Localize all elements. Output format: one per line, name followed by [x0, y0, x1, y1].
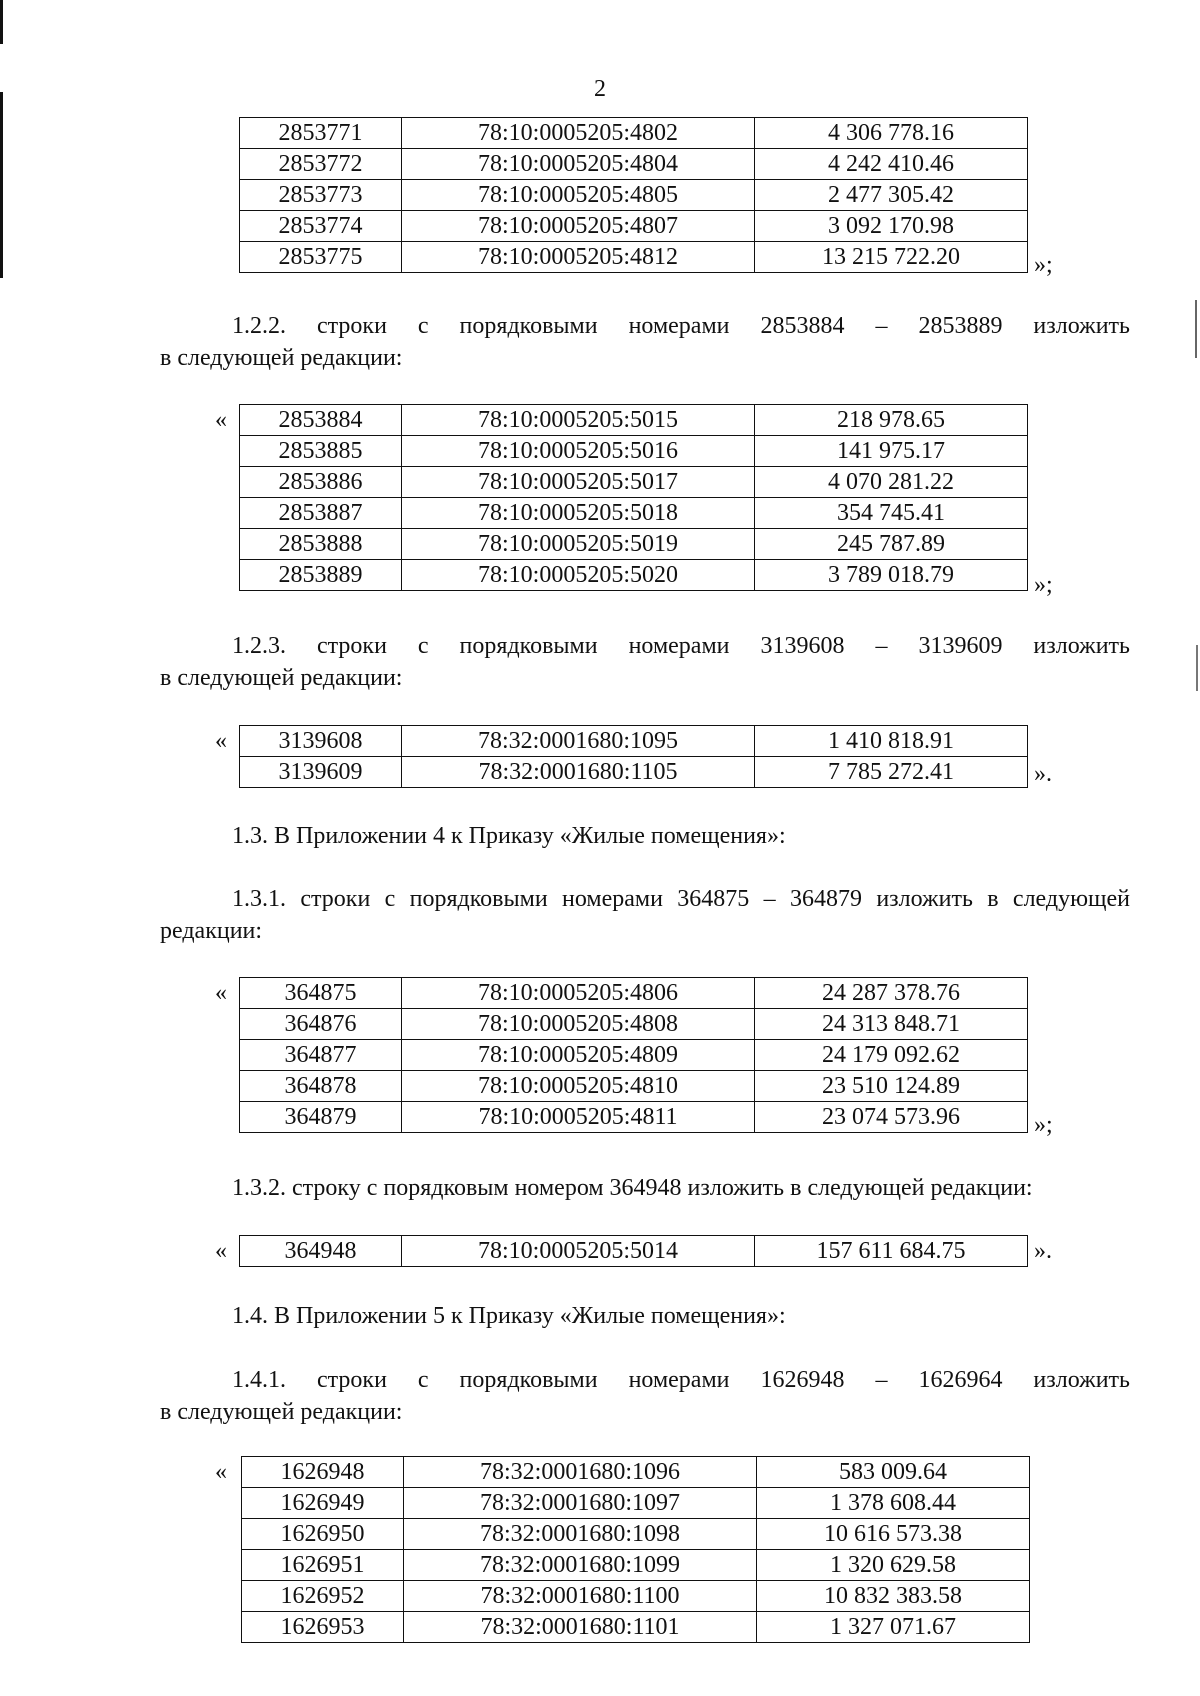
paragraph-line: 1.3.1. строки с порядковыми номерами 364875 – 364879 изложить в следующей — [232, 886, 1130, 912]
row-number-cell: 364876 — [240, 1009, 402, 1040]
table-row — [240, 118, 1028, 149]
row-number-cell: 2853888 — [240, 529, 402, 560]
value-cell: 10 616 573.38 — [757, 1519, 1030, 1550]
row-number-cell: 3139609 — [240, 757, 402, 788]
table-row — [242, 1488, 1030, 1519]
value-cell: 23 510 124.89 — [755, 1071, 1028, 1102]
section-heading-1-3: 1.3. В Приложении 4 к Приказу «Жилые помещения»: — [232, 823, 786, 849]
table-row — [242, 1457, 1030, 1488]
cadastral-number-cell: 78:10:0005205:5020 — [402, 560, 755, 591]
cadastral-number-cell: 78:10:0005205:5018 — [402, 498, 755, 529]
paragraph-line: 1.2.2. строки с порядковыми номерами 2853884 – 2853889 изложить — [232, 313, 1130, 339]
cadastral-number-cell: 78:32:0001680:1099 — [404, 1550, 757, 1581]
row-number-cell: 2853886 — [240, 467, 402, 498]
value-cell: 354 745.41 — [755, 498, 1028, 529]
row-number-cell: 1626951 — [242, 1550, 404, 1581]
cadastral-number-cell: 78:32:0001680:1100 — [404, 1581, 757, 1612]
section-heading-1-4: 1.4. В Приложении 5 к Приказу «Жилые помещения»: — [232, 1303, 786, 1329]
close-quote-3: ». — [1034, 761, 1052, 787]
open-quote-2: « — [215, 407, 227, 433]
table-row — [240, 405, 1028, 436]
cadastral-number-cell: 78:10:0005205:5016 — [402, 436, 755, 467]
scan-edge-mark — [1196, 645, 1198, 691]
value-cell: 24 313 848.71 — [755, 1009, 1028, 1040]
table-row — [240, 1040, 1028, 1071]
row-number-cell: 2853885 — [240, 436, 402, 467]
table-row — [240, 978, 1028, 1009]
paragraph-line: 1.2.3. строки с порядковыми номерами 3139608 – 3139609 изложить — [232, 633, 1130, 659]
page-number: 2 — [594, 76, 606, 102]
cadastral-number-cell: 78:10:0005205:4808 — [402, 1009, 755, 1040]
paragraph-1-3-2: 1.3.2. строку с порядковым номером 364948 изложить в следующей редакции: — [232, 1175, 1033, 1201]
open-quote-6: « — [215, 1459, 227, 1485]
table-row — [240, 180, 1028, 211]
value-cell: 4 070 281.22 — [755, 467, 1028, 498]
table-row — [240, 149, 1028, 180]
table-row — [242, 1581, 1030, 1612]
paragraph-line: в следующей редакции: — [160, 1399, 403, 1425]
open-quote-5: « — [215, 1238, 227, 1264]
scan-edge-mark — [0, 0, 3, 44]
cadastral-number-cell: 78:32:0001680:1097 — [404, 1488, 757, 1519]
paragraph-1-2-2 — [160, 310, 1130, 374]
row-number-cell: 364878 — [240, 1071, 402, 1102]
cadastral-number-cell: 78:10:0005205:4806 — [402, 978, 755, 1009]
paragraph-line: в следующей редакции: — [160, 665, 403, 691]
cadastral-number-cell: 78:10:0005205:5015 — [402, 405, 755, 436]
table-row — [240, 726, 1028, 757]
row-number-cell: 1626952 — [242, 1581, 404, 1612]
value-cell: 1 410 818.91 — [755, 726, 1028, 757]
row-number-cell: 364948 — [240, 1236, 402, 1267]
table-row — [240, 211, 1028, 242]
close-quote-1: »; — [1034, 252, 1053, 278]
row-number-cell: 1626948 — [242, 1457, 404, 1488]
cadastral-number-cell: 78:32:0001680:1095 — [402, 726, 755, 757]
close-quote-4: »; — [1034, 1112, 1053, 1138]
table-row — [240, 560, 1028, 591]
value-cell: 3 092 170.98 — [755, 211, 1028, 242]
cadastral-number-cell: 78:10:0005205:5017 — [402, 467, 755, 498]
open-quote-4: « — [215, 980, 227, 1006]
row-number-cell: 2853889 — [240, 560, 402, 591]
row-number-cell: 364877 — [240, 1040, 402, 1071]
table-1 — [239, 117, 1028, 273]
close-quote-5: ». — [1034, 1238, 1052, 1264]
cadastral-number-cell: 78:10:0005205:4812 — [402, 242, 755, 273]
row-number-cell: 2853772 — [240, 149, 402, 180]
value-cell: 157 611 684.75 — [755, 1236, 1028, 1267]
table-row — [240, 1071, 1028, 1102]
row-number-cell: 364879 — [240, 1102, 402, 1133]
cadastral-number-cell: 78:10:0005205:4804 — [402, 149, 755, 180]
open-quote-3: « — [215, 728, 227, 754]
table-6 — [241, 1456, 1030, 1643]
table-row — [242, 1519, 1030, 1550]
row-number-cell: 2853773 — [240, 180, 402, 211]
value-cell: 24 287 378.76 — [755, 978, 1028, 1009]
table-4 — [239, 977, 1028, 1133]
value-cell: 10 832 383.58 — [757, 1581, 1030, 1612]
cadastral-number-cell: 78:10:0005205:4805 — [402, 180, 755, 211]
paragraph-1-2-3 — [160, 630, 1130, 694]
table-row — [240, 529, 1028, 560]
value-cell: 218 978.65 — [755, 405, 1028, 436]
row-number-cell: 364875 — [240, 978, 402, 1009]
paragraph-1-4-1 — [160, 1364, 1130, 1428]
row-number-cell: 2853887 — [240, 498, 402, 529]
table-row — [240, 1102, 1028, 1133]
table-row — [240, 436, 1028, 467]
cadastral-number-cell: 78:10:0005205:4807 — [402, 211, 755, 242]
cadastral-number-cell: 78:32:0001680:1096 — [404, 1457, 757, 1488]
table-row — [242, 1550, 1030, 1581]
cadastral-number-cell: 78:32:0001680:1101 — [404, 1612, 757, 1643]
paragraph-1-3-1 — [160, 883, 1130, 947]
cadastral-number-cell: 78:10:0005205:5019 — [402, 529, 755, 560]
value-cell: 13 215 722.20 — [755, 242, 1028, 273]
table-row — [240, 242, 1028, 273]
value-cell: 3 789 018.79 — [755, 560, 1028, 591]
table-row — [240, 1236, 1028, 1267]
value-cell: 245 787.89 — [755, 529, 1028, 560]
cadastral-number-cell: 78:10:0005205:4810 — [402, 1071, 755, 1102]
row-number-cell: 1626950 — [242, 1519, 404, 1550]
table-row — [242, 1612, 1030, 1643]
table-3 — [239, 725, 1028, 788]
row-number-cell: 2853774 — [240, 211, 402, 242]
row-number-cell: 3139608 — [240, 726, 402, 757]
paragraph-line: 1.4.1. строки с порядковыми номерами 1626948 – 1626964 изложить — [232, 1367, 1130, 1393]
value-cell: 4 306 778.16 — [755, 118, 1028, 149]
row-number-cell: 2853884 — [240, 405, 402, 436]
paragraph-line: редакции: — [160, 918, 263, 944]
cadastral-number-cell: 78:32:0001680:1098 — [404, 1519, 757, 1550]
cadastral-number-cell: 78:10:0005205:5014 — [402, 1236, 755, 1267]
row-number-cell: 1626949 — [242, 1488, 404, 1519]
table-2 — [239, 404, 1028, 591]
table-row — [240, 467, 1028, 498]
row-number-cell: 1626953 — [242, 1612, 404, 1643]
row-number-cell: 2853775 — [240, 242, 402, 273]
cadastral-number-cell: 78:32:0001680:1105 — [402, 757, 755, 788]
value-cell: 24 179 092.62 — [755, 1040, 1028, 1071]
cadastral-number-cell: 78:10:0005205:4802 — [402, 118, 755, 149]
value-cell: 1 327 071.67 — [757, 1612, 1030, 1643]
row-number-cell: 2853771 — [240, 118, 402, 149]
table-row — [240, 757, 1028, 788]
value-cell: 2 477 305.42 — [755, 180, 1028, 211]
table-5 — [239, 1235, 1028, 1267]
value-cell: 7 785 272.41 — [755, 757, 1028, 788]
value-cell: 4 242 410.46 — [755, 149, 1028, 180]
value-cell: 141 975.17 — [755, 436, 1028, 467]
value-cell: 583 009.64 — [757, 1457, 1030, 1488]
close-quote-2: »; — [1034, 572, 1053, 598]
cadastral-number-cell: 78:10:0005205:4809 — [402, 1040, 755, 1071]
scan-edge-mark — [1195, 300, 1197, 358]
cadastral-number-cell: 78:10:0005205:4811 — [402, 1102, 755, 1133]
table-row — [240, 1009, 1028, 1040]
value-cell: 1 320 629.58 — [757, 1550, 1030, 1581]
table-row — [240, 498, 1028, 529]
value-cell: 1 378 608.44 — [757, 1488, 1030, 1519]
value-cell: 23 074 573.96 — [755, 1102, 1028, 1133]
paragraph-line: в следующей редакции: — [160, 345, 403, 371]
scan-edge-mark — [0, 92, 3, 278]
